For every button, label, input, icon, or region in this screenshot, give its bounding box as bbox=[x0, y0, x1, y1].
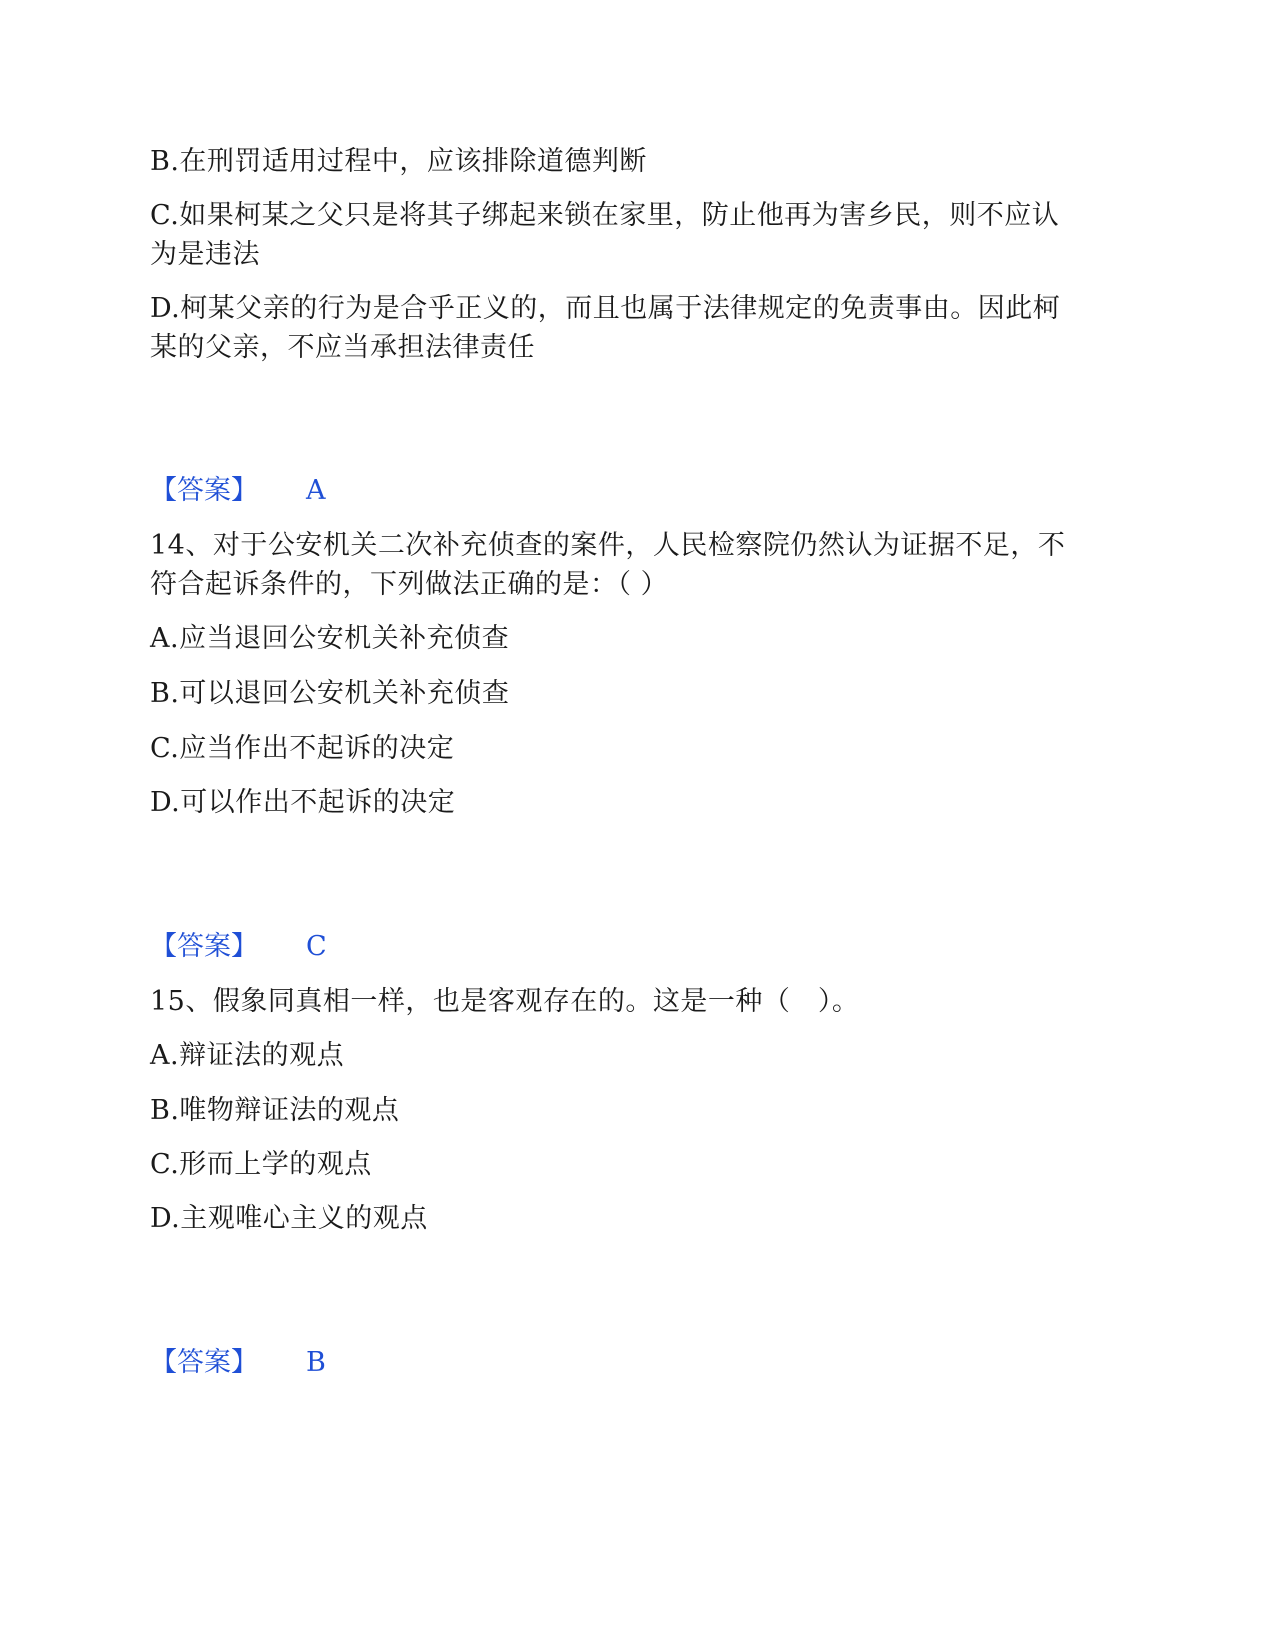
q13-answer-label: 【答案】 bbox=[150, 475, 258, 506]
q13-option-d-line1: D.柯某父亲的行为是合乎正义的，而且也属于法律规定的免责事由。因此柯 bbox=[150, 293, 1061, 324]
q15-option-a: A.辩证法的观点 bbox=[150, 1040, 345, 1071]
q14-answer-value: C bbox=[306, 931, 327, 962]
q14-answer bbox=[150, 927, 327, 967]
q13-answer bbox=[150, 471, 326, 511]
q14-answer-label: 【答案】 bbox=[150, 931, 258, 962]
q13-option-d-line2: 某的父亲，不应当承担法律责任 bbox=[150, 332, 535, 363]
q13-answer-value: A bbox=[306, 475, 326, 506]
q15-option-c: C.形而上学的观点 bbox=[150, 1149, 372, 1180]
q13-option-b: B.在刑罚适用过程中，应该排除道德判断 bbox=[150, 146, 647, 177]
q15-answer-value: B bbox=[306, 1347, 326, 1378]
q15-option-d: D.主观唯心主义的观点 bbox=[150, 1203, 428, 1234]
q14-stem-line2: 符合起诉条件的，下列做法正确的是：（ ） bbox=[150, 569, 669, 600]
q14-stem-line1: 14、对于公安机关二次补充侦查的案件，人民检察院仍然认为证据不足，不 bbox=[150, 530, 1066, 561]
q14-option-d: D.可以作出不起诉的决定 bbox=[150, 787, 456, 818]
q13-option-c-line1: C.如果柯某之父只是将其子绑起来锁在家里，防止他再为害乡民，则不应认 bbox=[150, 200, 1060, 231]
q13-option-c-line2: 为是违法 bbox=[150, 239, 260, 270]
q15-stem: 15、假象同真相一样，也是客观存在的。这是一种（ ）。 bbox=[150, 986, 860, 1017]
q14-option-b: B.可以退回公安机关补充侦查 bbox=[150, 678, 510, 709]
q15-answer-label: 【答案】 bbox=[150, 1347, 258, 1378]
q14-option-c: C.应当作出不起诉的决定 bbox=[150, 733, 455, 764]
q15-answer bbox=[150, 1343, 326, 1383]
q15-option-b: B.唯物辩证法的观点 bbox=[150, 1095, 400, 1126]
q14-option-a: A.应当退回公安机关补充侦查 bbox=[150, 623, 510, 654]
